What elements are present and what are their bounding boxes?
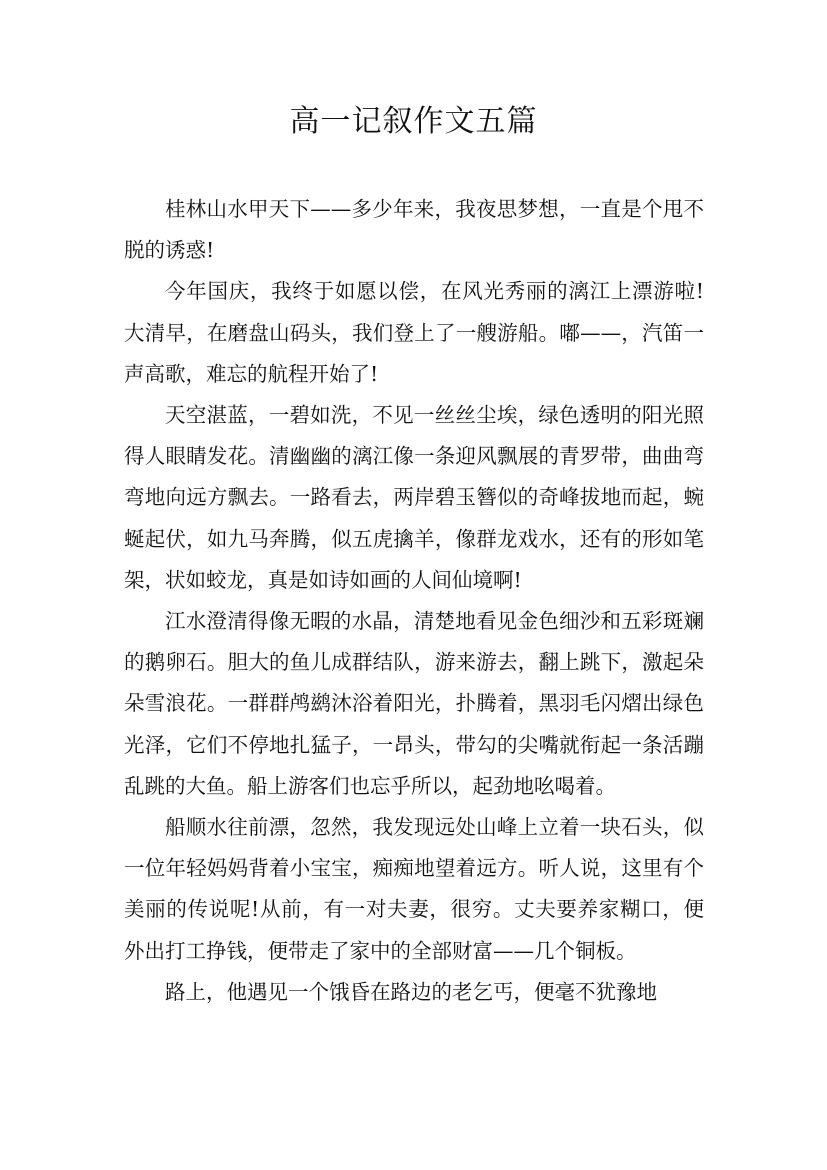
paragraph-4: 江水澄清得像无暇的水晶，清楚地看见金色细沙和五彩斑斓的鹅卵石。胆大的鱼儿成群结队，游来游去，翻上跳下，激起朵朵雪浪花。一群群鸬鹚沐浴着阳光，扑腾着，黑羽毛闪熠出绿色光泽，它们不停地扎猛子，一昂头，带勾的尖嘴就衔起一条活蹦乱跳的大鱼。船上游客们也忘乎所以，起劲地吆喝着。: [124, 609, 704, 798]
document-body: [124, 189, 704, 1013]
paragraph-6: 路上，他遇见一个饿昏在路边的老乞丐，便毫不犹豫地: [165, 979, 657, 1004]
paragraph-2: 今年国庆，我终于如愿以偿，在风光秀丽的漓江上漂游啦!大清早，在磨盘山码头，我们登上了一艘游船。嘟——，汽笛一声高歌，难忘的航程开始了!: [124, 279, 704, 386]
paragraph-1: 桂林山水甲天下——多少年来，我夜思梦想，一直是个甩不脱的诱惑!: [124, 197, 704, 263]
document-title: 高一记叙作文五篇: [289, 104, 538, 139]
paragraph-3: 天空湛蓝，一碧如洗，不见一丝丝尘埃，绿色透明的阳光照得人眼睛发花。清幽幽的漓江像一条迎风飘展的青罗带，曲曲弯弯地向远方飘去。一路看去，两岸碧玉簪似的奇峰拔地而起，蜿蜒起伏，如九马奔腾，似五虎擒羊，像群龙戏水，还有的形如笔架，状如蛟龙，真是如诗如画的人间仙境啊!: [124, 403, 704, 592]
paragraph-5: 船顺水往前漂，忽然，我发现远处山峰上立着一块石头，似一位年轻妈妈背着小宝宝，痴痴地望着远方。听人说，这里有个美丽的传说呢!从前，有一对夫妻，很穷。丈夫要养家糊口，便外出打工挣钱，便带走了家中的全部财富——几个铜板。: [124, 815, 704, 963]
